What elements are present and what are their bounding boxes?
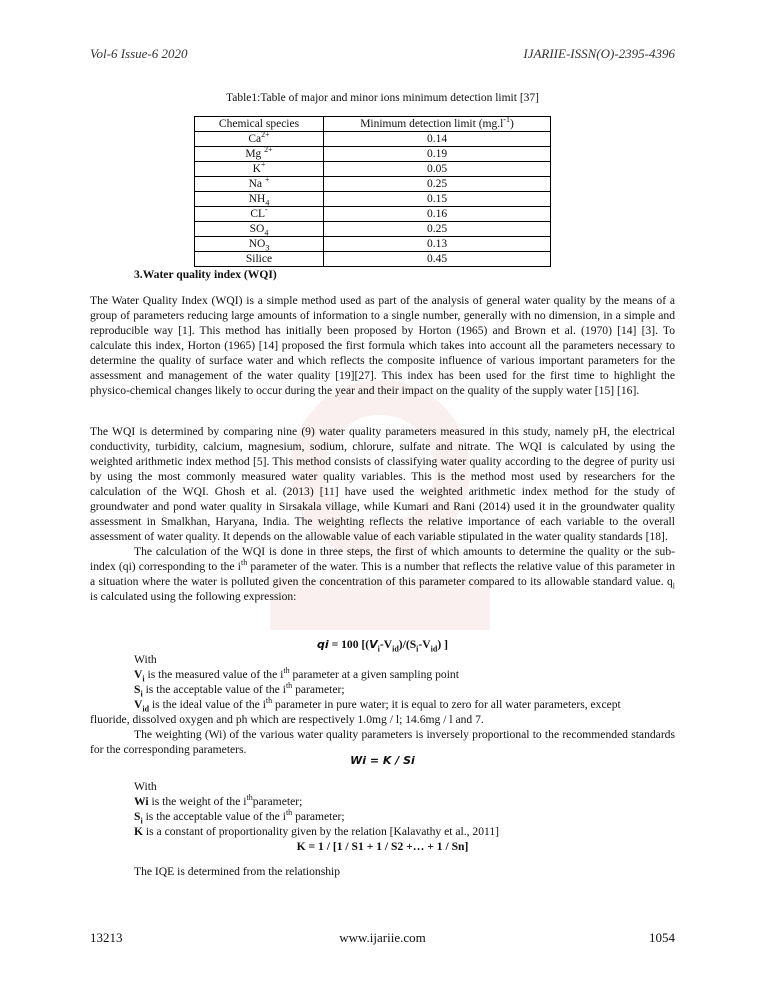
subscript: i bbox=[416, 644, 419, 654]
species-charge: + bbox=[260, 159, 266, 169]
limit-cell: 0.13 bbox=[324, 237, 551, 252]
species-cell bbox=[195, 192, 324, 207]
formula-text: -V bbox=[379, 638, 393, 651]
symbol: K bbox=[134, 825, 144, 838]
definition-vid bbox=[90, 697, 675, 712]
formula-qi bbox=[90, 637, 675, 652]
species-symbol: NO bbox=[248, 237, 266, 250]
text-run: is the ideal value of the i bbox=[149, 698, 266, 711]
paragraph-calculation-steps bbox=[90, 544, 675, 604]
footer-page-number: 1054 bbox=[649, 930, 675, 945]
species-cell bbox=[195, 252, 324, 267]
text-run: is a constant of proportionality given by the relation [Kalavathy et al., 2011] bbox=[143, 825, 500, 838]
table-header-row bbox=[195, 117, 551, 132]
subscript: i bbox=[140, 689, 143, 699]
formula-wi bbox=[90, 753, 675, 768]
limit-header-sup: -1 bbox=[503, 114, 510, 124]
species-charge: 2+ bbox=[264, 144, 273, 154]
species-cell bbox=[195, 237, 324, 252]
definition-vid-continued: fluoride, dissolved oxygen and ph which are respectively 1.0mg / l; 14.6mg / l and 7. bbox=[90, 713, 484, 726]
paragraph-weighting: The weighting (Wi) of the various water quality parameters is inversely proportional to the recommended standards for the corresponding parameters. bbox=[90, 728, 675, 756]
definition-si-2 bbox=[90, 809, 675, 824]
definitions-wi bbox=[90, 779, 675, 854]
text-run: is the acceptable value of the i bbox=[142, 810, 286, 823]
column-header-species: Chemical species bbox=[195, 117, 324, 132]
subscript: id bbox=[392, 644, 399, 654]
paragraph-text: The Water Quality Index (WQI) is a simple method used as part of the analysis of general water quality by the means of a group of parameters reducing large amounts of information to a single number, generally with no dimension, in a simple and reproducible way [1]. This method has initially been proposed by Horton (1965) and Brown et al. (1970) [14] [3]. To calculate this index, Horton (1965) [14] proposed the first formula which takes into account all the parameters necessary to determine the quality of surface water and which reflects the composite influence of various important parameters for the assessment and management of the water quality [19][27]. This index has been used for the first time to highlight the physico-chemical changes likely to occur during the year and their impact on the quality of the supply water [15] [16]. bbox=[90, 294, 675, 397]
text-run: is the weight of the i bbox=[148, 795, 247, 808]
section-title: 3.Water quality index (WQI) bbox=[134, 268, 277, 281]
subscript: id bbox=[430, 644, 438, 654]
species-subscript: 4 bbox=[264, 227, 269, 237]
formula-text: -V bbox=[418, 638, 431, 651]
formula-symbol: V bbox=[369, 638, 378, 651]
formula-symbol: qi bbox=[317, 638, 329, 651]
table-row bbox=[195, 207, 551, 222]
limit-cell: 0.14 bbox=[324, 132, 551, 147]
table-row bbox=[195, 132, 551, 147]
species-charge: + bbox=[264, 174, 270, 184]
definition-wi bbox=[90, 794, 675, 809]
text-run: parameter of the water. This is a number that reflects the relative value of this parameter in a situation where the water is polluted given the concentration of this parameter compared to its allowable standard value. q bbox=[90, 560, 676, 588]
limit-cell: 0.16 bbox=[324, 207, 551, 222]
limit-cell: 0.19 bbox=[324, 147, 551, 162]
formula-text: Wi = K / Si bbox=[350, 754, 415, 767]
table-row bbox=[195, 192, 551, 207]
subscript: id bbox=[142, 704, 150, 714]
text-run: parameter; bbox=[292, 683, 345, 696]
table-row bbox=[195, 177, 551, 192]
limit-header-text: Minimum detection limit (mg.l bbox=[360, 117, 504, 130]
formula-qi-line bbox=[90, 637, 675, 652]
formula-text: ) ] bbox=[437, 638, 448, 651]
species-cell bbox=[195, 159, 324, 177]
paragraph-wqi-method bbox=[90, 424, 675, 604]
text-run: parameter at a given sampling point bbox=[289, 668, 459, 681]
text-run: parameter; bbox=[252, 795, 303, 808]
species-symbol: Ca bbox=[248, 132, 262, 145]
text-run: is calculated using the following expression: bbox=[90, 590, 297, 603]
species-cell bbox=[195, 204, 324, 222]
footer-website: www.ijariie.com bbox=[339, 930, 426, 945]
limit-cell: 0.05 bbox=[324, 162, 551, 177]
superscript: th bbox=[265, 696, 273, 706]
text-run: is the measured value of the i bbox=[144, 668, 284, 681]
subscript: i bbox=[672, 581, 675, 591]
superscript: th bbox=[283, 666, 290, 676]
species-symbol: SO bbox=[249, 222, 265, 235]
species-symbol: Mg bbox=[245, 147, 265, 160]
table-row bbox=[195, 162, 551, 177]
with-label: With bbox=[134, 653, 157, 666]
running-header-volume: Vol-6 Issue-6 2020 bbox=[90, 46, 188, 61]
species-symbol: K bbox=[252, 162, 261, 175]
table-caption: Table1:Table of major and minor ions minimum detection limit [37] bbox=[226, 92, 539, 104]
limit-header-end: ) bbox=[509, 117, 514, 130]
symbol: V bbox=[134, 698, 143, 711]
iqe-sentence bbox=[90, 864, 675, 879]
table-body bbox=[195, 129, 551, 267]
species-charge: - bbox=[265, 204, 268, 214]
species-subscript: 3 bbox=[265, 242, 270, 252]
symbol: Wi bbox=[134, 795, 149, 808]
table-row bbox=[195, 222, 551, 237]
definitions-qi bbox=[90, 652, 675, 757]
paragraph-wqi-intro bbox=[90, 293, 675, 398]
definition-si bbox=[90, 682, 675, 697]
species-subscript: 4 bbox=[265, 197, 270, 207]
subscript: i bbox=[140, 816, 143, 826]
limit-cell: 0.25 bbox=[324, 177, 551, 192]
footer-paper-id: 13213 bbox=[90, 930, 123, 945]
paragraph-text: The WQI is determined by comparing nine (9) water quality parameters measured in this study, namely pH, the electrical conductivity, turbidity, calcium, magnesium, sodium, chlorure, sulfate and nitrate. The WQI is calculated by using the weighted arithmetic index method [5]. This method consists of classifying water quality according to the degree of purity usi by using the most commonly measured water quality variables. This is the method most used by researchers for the calculation of the WQI. Ghosh et al. (2013) [11] have used the weighted arithmetic index method for the study of groundwater and pond water quality in Sirsakala village, while Kumari and Rani (2014) used it in the groundwater quality assessment in Smalkhan, Haryana, India. The weighting reflects the relative importance of each variable to the overall assessment of water quality. It depends on the allowable value of each variable stipulated in the water quality standards [18]. bbox=[90, 425, 675, 543]
limit-cell: 0.15 bbox=[324, 192, 551, 207]
species-symbol: CL bbox=[250, 207, 266, 220]
symbol: S bbox=[134, 683, 141, 696]
with-label: With bbox=[134, 780, 157, 793]
limit-cell: 0.25 bbox=[324, 222, 551, 237]
symbol: V bbox=[134, 668, 143, 681]
species-symbol: Silice bbox=[245, 252, 273, 265]
text-run: parameter in pure water; it is equal to zero for all water parameters, except bbox=[272, 698, 621, 711]
species-cell bbox=[195, 174, 324, 192]
formula-k: K = 1 / [1 / S1 + 1 / S2 +… + 1 / Sn] bbox=[296, 840, 469, 853]
formula-text: )/(S bbox=[398, 638, 417, 651]
formula-wi-line bbox=[90, 753, 675, 768]
definition-vi bbox=[90, 667, 675, 682]
species-cell bbox=[195, 144, 324, 162]
column-header-limit bbox=[324, 114, 551, 132]
ions-detection-table bbox=[194, 116, 551, 267]
symbol: S bbox=[134, 810, 141, 823]
subscript: i bbox=[377, 644, 380, 654]
iqe-text: The IQE is determined from the relationship bbox=[134, 865, 341, 878]
table-row bbox=[195, 252, 551, 267]
definition-k bbox=[90, 824, 675, 839]
superscript: th bbox=[285, 808, 293, 818]
table-row bbox=[195, 147, 551, 162]
species-symbol: NH bbox=[248, 192, 266, 205]
text-run: The calculation of the WQI is done in three steps, the first of which amounts to determine the quality or the sub-index (qi) corresponding to the i bbox=[90, 545, 675, 573]
text-run: is the acceptable value of the i bbox=[142, 683, 286, 696]
species-cell bbox=[195, 129, 324, 147]
table-row bbox=[195, 237, 551, 252]
formula-text: = 100 [( bbox=[328, 638, 370, 651]
limit-cell: 0.45 bbox=[324, 252, 551, 267]
superscript: th bbox=[241, 558, 248, 568]
subscript: i bbox=[142, 674, 145, 684]
species-symbol: Na bbox=[248, 177, 265, 190]
species-charge: 2+ bbox=[261, 129, 270, 139]
text-run: parameter; bbox=[292, 810, 345, 823]
running-header-issn: IJARIIE-ISSN(O)-2395-4396 bbox=[523, 46, 675, 61]
species-cell bbox=[195, 222, 324, 237]
superscript: th bbox=[246, 793, 253, 803]
superscript: th bbox=[285, 681, 293, 691]
